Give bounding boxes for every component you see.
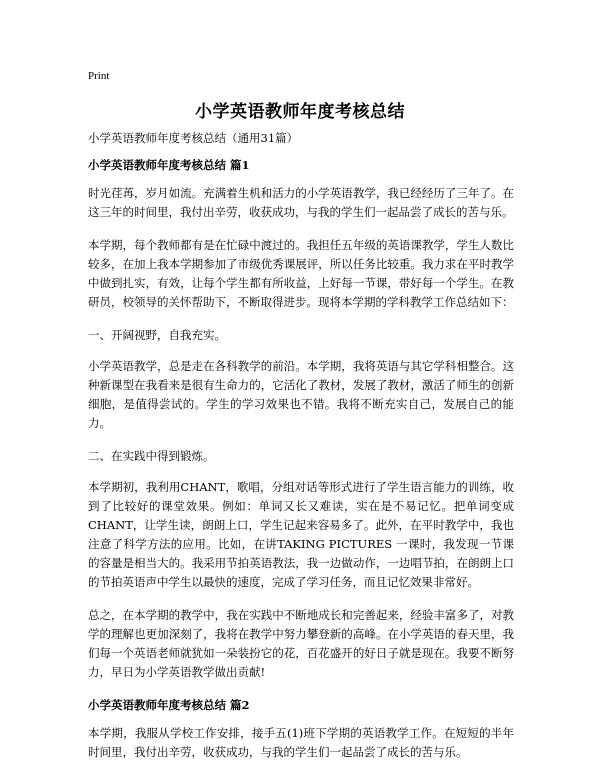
document-body	[88, 129, 514, 776]
section-heading-1: 小学英语教师年度考核总结 篇1	[88, 158, 250, 172]
subheading: 一、开阔视野，自我充实。	[88, 328, 226, 342]
document-subtitle: 小学英语教师年度考核总结（通用31篇）	[88, 131, 299, 145]
section-heading-2: 小学英语教师年度考核总结 篇2	[88, 698, 250, 712]
subheading: 二、在实践中得到锻炼。	[88, 449, 215, 463]
paragraph: 总之，在本学期的教学中，我在实践中不断地成长和完善起来，经验丰富多了，对教学的理解也更加深刻了，我将在教学中努力攀登新的高峰。在小学英语的春天里，我们每一个英语老师就犹如一朵装扮它的花，百花盛开的好日子就是现在。我要不断努力，早日为小学英语教学做出贡献!	[88, 608, 514, 679]
paragraph: 本学期，每个教师都有是在忙碌中渡过的。我担任五年级的英语课教学，学生人数比较多，在加上我本学期参加了市级优秀课展评，所以任务比较重。我力求在平时教学中做到扎实，有效，让每个学生都有所收益，上好每一节课，带好每一个学生。在教研员，校领导的关怀帮助下，不断取得进步。现将本学期的学科教学工作总结如下：	[88, 238, 514, 309]
print-label: Print	[88, 70, 110, 82]
paragraph: 本学期，我服从学校工作安排，接手五(1)班下学期的英语教学工作。在短短的半年时间里，我付出辛劳，收获成功，与我的学生们一起品尝了成长的苦与乐。	[88, 726, 514, 759]
paragraph: 时光荏苒，岁月如流。充满着生机和活力的小学英语教学，我已经经历了三年了。在这三年的时间里，我付出辛劳，收获成功，与我的学生们一起品尝了成长的苦与乐。	[88, 186, 514, 219]
paragraph: 本学期初，我利用CHANT，歌唱，分组对话等形式进行了学生语言能力的训练，收到了比较好的课堂效果。例如：单词又长又难读，实在是不易记忆。把单词变成CHANT，让学生读，朗朗上口，学生记起来容易多了。此外，在平时教学中，我也注意了科学方法的应用。比如，在讲TAKING PICTURES 一课时，我发现一节课的容量是相当大的。我采用节拍英语教法，我一边做动作，一边唱节拍，在朗朗上口的节拍英语声中学生以最快的速度，完成了学习任务，而且记忆效果非常好。	[88, 480, 514, 589]
paragraph: 小学英语教学，总是走在各科教学的前沿。本学期，我将英语与其它学科相整合。这种新课型在我看来是很有生命力的，它活化了教材，发展了教材，激活了师生的创新细胞，是值得尝试的。学生的学习效果也不错。我将不断充实自己，发展自己的能力。	[88, 359, 514, 430]
page-title: 小学英语教师年度考核总结	[195, 102, 405, 122]
